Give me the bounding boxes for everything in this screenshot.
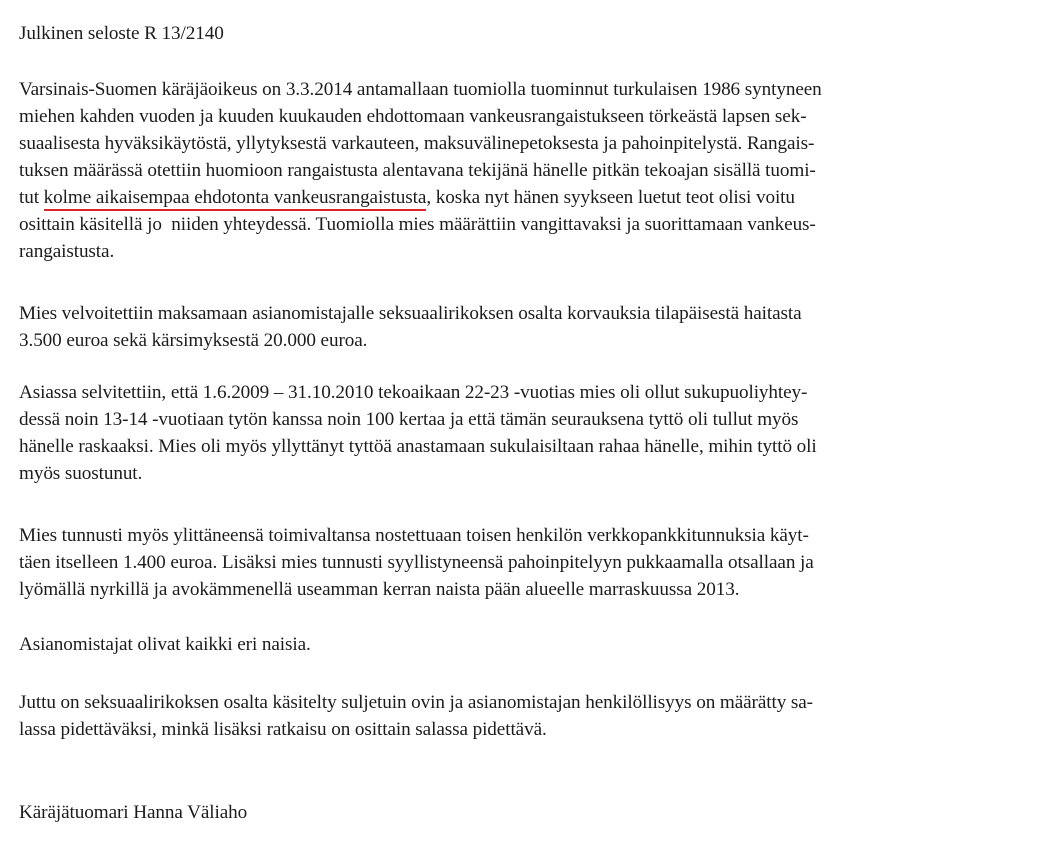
paragraph-1-line-7: rangaistusta. [19, 241, 115, 262]
paragraph-1-line-6: osittain käsitellä jo niiden yhteydessä. Tuomiolla mies määrättiin vangittavaksi ja suorittamaan vankeus- [19, 214, 816, 235]
signature: Käräjätuomari Hanna Väliaho [19, 802, 248, 823]
paragraph-4-line-3: lyömällä nyrkillä ja avokämmenellä useamman kerran naista pään alueelle marraskuussa 2013. [19, 579, 740, 600]
paragraph-1-line-1: Varsinais-Suomen käräjäoikeus on 3.3.2014 antamallaan tuomiolla tuominnut turkulaisen 1986 syntyneen [19, 79, 822, 100]
document-title: Julkinen seloste R 13/2140 [19, 23, 224, 44]
paragraph-4-line-2: täen itselleen 1.400 euroa. Lisäksi mies tunnusti syyllistyneensä pahoinpitelyyn pukkaamalla otsallaan ja [19, 552, 814, 573]
line-5-after: , koska nyt hänen syykseen luetut teot olisi voitu [426, 187, 795, 208]
paragraph-3-line-3: hänelle raskaaksi. Mies oli myös yllyttänyt tyttöä anastamaan sukulaisiltaan rahaa hänelle, mihin tyttö oli [19, 436, 817, 457]
paragraph-2-line-1: Mies velvoitettiin maksamaan asianomistajalle seksuaalirikoksen osalta korvauksia tilapäisestä haitasta [19, 303, 802, 324]
paragraph-3-line-4: myös suostunut. [19, 463, 143, 484]
paragraph-1-line-2: miehen kahden vuoden ja kuuden kuukauden ehdottomaan vankeusrangaistukseen törkeästä lapsen sek- [19, 106, 807, 127]
paragraph-2-line-2: 3.500 euroa sekä kärsimyksestä 20.000 euroa. [19, 330, 368, 351]
paragraph-1-line-3: suaalisesta hyväksikäytöstä, yllytyksestä varkauteen, maksuvälinepetoksesta ja pahoinpitelystä. Rangais- [19, 133, 815, 154]
paragraph-3-line-1: Asiassa selvitettiin, että 1.6.2009 – 31.10.2010 tekoaikaan 22-23 -vuotias mies oli ollut sukupuoliyhtey- [19, 382, 808, 403]
paragraph-6-line-2: lassa pidettäväksi, minkä lisäksi ratkaisu on osittain salassa pidettävä. [19, 719, 547, 740]
highlighted-phrase: kolme aikaisempaa ehdotonta vankeusrangaistusta [44, 187, 427, 211]
line-5-before: tut [19, 187, 44, 208]
paragraph-5-line-1: Asianomistajat olivat kaikki eri naisia. [19, 634, 311, 655]
paragraph-1-line-5 [19, 186, 795, 210]
paragraph-6-line-1: Juttu on seksuaalirikoksen osalta käsitelty suljetuin ovin ja asianomistajan henkilöllisyys on määrätty sa- [19, 692, 813, 713]
paragraph-4-line-1: Mies tunnusti myös ylittäneensä toimivaltansa nostettuaan toisen henkilön verkkopankkitunnuksia käyt- [19, 525, 809, 546]
paragraph-3-line-2: dessä noin 13-14 -vuotiaan tytön kanssa noin 100 kertaa ja että tämän seurauksena tyttö oli tullut myös [19, 409, 799, 430]
paragraph-1-line-4: tuksen määrässä otettiin huomioon rangaistusta alentavana tekijänä hänelle pitkän tekoajan sisällä tuomi- [19, 160, 816, 181]
